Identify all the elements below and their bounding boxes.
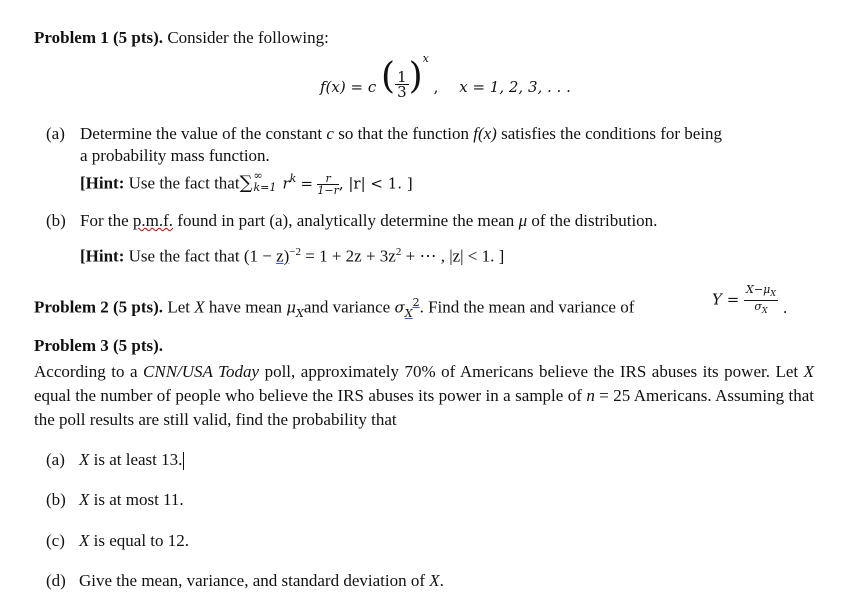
problem-2-mu: μ xyxy=(286,298,297,317)
problem-3-source: CNN/USA Today xyxy=(143,362,260,381)
hint-1a-sub: k=1 xyxy=(253,180,277,194)
part-1a-c: c xyxy=(326,124,334,143)
problem-3-body-3: equal the number of people who believe the IRS abuses its power in a sample of xyxy=(34,386,582,405)
problem-2-text-2: have mean xyxy=(208,297,283,317)
problem-2-X: X xyxy=(194,297,205,317)
item-b-label: (b) xyxy=(46,490,66,509)
problem-2-Y: Y xyxy=(712,290,722,309)
hint-1a-limits xyxy=(252,168,282,195)
part-1a-fx: f(x) xyxy=(473,124,497,143)
hint-1a-k: k xyxy=(289,172,297,185)
hint-1a-eq: = xyxy=(300,174,314,193)
part-1b-mu: μ xyxy=(518,211,528,230)
problem-2-eq: = xyxy=(726,290,740,309)
hint-1b-exp: −2 xyxy=(289,246,301,258)
problem-2-fraction xyxy=(744,284,778,317)
item-d-X: X xyxy=(429,571,440,590)
problem-3-body-n: n xyxy=(586,386,595,405)
hint-1b-sq: 2 xyxy=(395,246,402,258)
formula-lhs: f(x) = c xyxy=(320,78,377,96)
part-1a-text-1: Determine the value of the constant xyxy=(80,124,323,143)
item-d-text: Give the mean, variance, and standard deviation of xyxy=(79,571,426,590)
problem-3-item-c xyxy=(46,531,189,551)
problem-3-body-X: X xyxy=(803,362,815,381)
problem-2-frac-num-sub: X xyxy=(770,289,776,299)
hint-1a xyxy=(80,168,413,198)
problem-1-intro: Consider the following: xyxy=(167,28,329,47)
formula-left-paren: ( xyxy=(381,56,396,97)
problem-2-frac-num: X−μ xyxy=(746,283,771,296)
pmf-formula xyxy=(320,52,571,101)
formula-right-paren: ) xyxy=(408,56,423,97)
problem-3-body-2: poll, approximately 70% of Americans believe the IRS abuses its power. Let xyxy=(264,362,799,381)
problem-3-item-a xyxy=(46,450,184,470)
part-1b-text-1: For the xyxy=(80,211,129,230)
hint-1a-den: 1−r xyxy=(317,184,339,198)
hint-1b-text-3: + ⋯ , |z| < 1. ] xyxy=(405,246,505,266)
hint-1a-label: [Hint: xyxy=(80,173,125,193)
item-c-text: is equal to 12. xyxy=(93,531,190,550)
problem-3-body-4: = 25 Americans. Assuming that the poll results are still valid, find the probability that xyxy=(34,386,815,429)
hint-1a-text: Use the fact that xyxy=(128,173,240,193)
item-a-text: is at least 13. xyxy=(93,450,183,469)
part-1b-text-3: of the distribution. xyxy=(531,211,658,230)
formula-comma: , xyxy=(433,78,439,96)
hint-1b-text-2: = 1 + 2z + 3z xyxy=(305,246,396,266)
part-1a xyxy=(46,122,816,146)
formula-exponent: x xyxy=(422,52,429,65)
problem-2-frac-den-sub: X xyxy=(761,306,768,316)
problem-2-text-3: and variance xyxy=(303,297,391,317)
hint-1a-fraction xyxy=(317,173,338,196)
hint-1a-num: r xyxy=(317,173,338,185)
problem-1-title: Problem 1 (5 pts). xyxy=(34,28,164,47)
problem-2-y-formula xyxy=(712,284,788,317)
problem-1-heading xyxy=(34,28,329,48)
item-b-X: X xyxy=(79,490,90,509)
item-b-text: is at most 11. xyxy=(93,490,184,509)
text-cursor xyxy=(183,452,184,470)
item-a-X: X xyxy=(79,450,90,469)
problem-3-body-1: According to a xyxy=(34,362,138,381)
formula-domain: x = 1, 2, 3, . . . xyxy=(459,78,571,96)
problem-3-item-b xyxy=(46,490,184,510)
problem-3-item-d xyxy=(46,571,444,591)
part-1b xyxy=(46,211,657,231)
hint-1b-z: z) xyxy=(276,246,290,266)
problem-2-sigma: σ xyxy=(394,298,405,317)
item-a-label: (a) xyxy=(46,450,65,469)
problem-2-text-1: Let xyxy=(167,297,190,317)
hint-1b-text-1: Use the fact that (1 − xyxy=(128,246,272,266)
item-d-period: . xyxy=(439,571,444,590)
formula-frac-den: 3 xyxy=(397,82,407,101)
problem-2-text-4: . Find the mean and variance of xyxy=(419,297,635,317)
problem-3-title: Problem 3 (5 pts). xyxy=(34,336,164,355)
hint-1a-cond: , |r| < 1. ] xyxy=(338,174,413,193)
part-1a-text-3: satisfies the conditions for being xyxy=(501,124,723,143)
part-1b-pmf: p.m.f. xyxy=(132,211,174,230)
part-1b-label: (b) xyxy=(46,211,66,230)
item-c-label: (c) xyxy=(46,531,65,550)
part-1a-line-2: a probability mass function. xyxy=(80,146,270,165)
problem-2-period: . xyxy=(782,298,788,317)
hint-1b xyxy=(80,246,504,267)
problem-2-title: Problem 2 (5 pts). xyxy=(34,297,164,317)
problem-2 xyxy=(34,296,634,320)
problem-2-sigma-sup: 2 xyxy=(412,296,420,309)
problem-3-body xyxy=(34,360,814,432)
formula-fraction xyxy=(395,67,409,101)
hint-1a-sum: ∑ xyxy=(239,172,253,194)
problem-2-mu-sub: X xyxy=(296,307,304,321)
part-1b-text-2: found in part (a), analytically determine the mean xyxy=(177,211,515,230)
item-d-label: (d) xyxy=(46,571,66,590)
problem-2-sigma-sub: X xyxy=(404,307,413,321)
part-1a-label: (a) xyxy=(46,124,65,143)
formula-frac-num: 1 xyxy=(397,67,407,86)
item-c-X: X xyxy=(79,531,90,550)
part-1a-text-2: so that the function xyxy=(338,124,469,143)
hint-1a-r: r xyxy=(282,174,290,193)
problem-2-frac-den: σ xyxy=(754,300,762,314)
hint-1a-sup: ∞ xyxy=(253,168,263,182)
hint-1b-label: [Hint: xyxy=(80,246,125,266)
